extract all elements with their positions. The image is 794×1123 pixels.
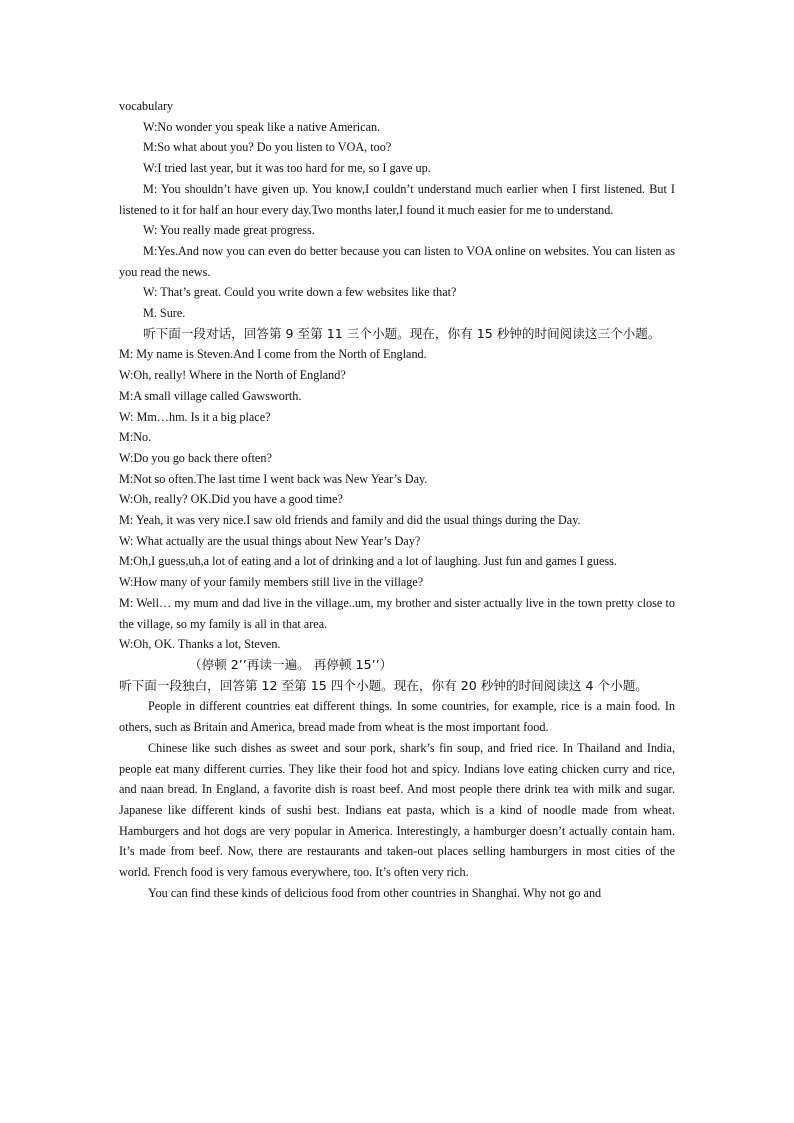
dialogue-line: M:So what about you? Do you listen to VOA, too? (143, 140, 392, 155)
dialogue-line: W:Oh, OK. Thanks a lot, Steven. (119, 637, 281, 652)
monologue-paragraph: You can find these kinds of delicious food from other countries in Shanghai. Why not go and (148, 885, 602, 900)
instruction-line: 听下面一段独白，回答第 12 至第 15 四个小题。现在，你有 20 秒钟的时间阅读这 4 个小题。 (119, 677, 648, 693)
dialogue-line: W: Mm…hm. Is it a big place? (119, 409, 271, 424)
dialogue-line: M:Yes.And now you can even do better because you can listen to VOA online on websites. You can listen as you read the news. (119, 243, 675, 279)
instruction-line: 听下面一段对话，回答第 9 至第 11 三个小题。现在，你有 15 秒钟的时间阅读这三个小题。 (143, 325, 661, 341)
monologue-paragraph: People in different countries eat different things. In some countries, for example, rice is a main food. In others, such as Britain and America, bread made from wheat is the most important food. (119, 699, 675, 735)
dialogue-line: W:How many of your family members still live in the village? (119, 575, 424, 590)
dialogue-line: M: Well… my mum and dad live in the village..um, my brother and sister actually live in the town pretty close to the village, so my family is all in that area. (119, 595, 675, 631)
dialogue-line: M:Oh,I guess,uh,a lot of eating and a lot of drinking and a lot of laughing. Just fun and games I guess. (119, 554, 617, 569)
dialogue-line: W: That’s great. Could you write down a few websites like that? (143, 285, 457, 300)
dialogue-line: M:A small village called Gawsworth. (119, 388, 302, 403)
pause-note: （停顿 2’’再读一遍。 再停顿 15’’） (189, 656, 393, 672)
dialogue-line: W:Oh, really? OK.Did you have a good time? (119, 492, 343, 507)
dialogue-line: W:No wonder you speak like a native American. (143, 119, 381, 134)
dialogue-line: W:Do you go back there often? (119, 450, 272, 465)
dialogue-line: M: You shouldn’t have given up. You know,I couldn’t understand much earlier when I first listened. But I listened to it for half an hour every day.Two months later,I found it much easier for me to understand. (119, 181, 675, 217)
dialogue-line: M: Yeah, it was very nice.I saw old friends and family and did the usual things during the Day. (119, 513, 581, 528)
dialogue-line: M. Sure. (143, 306, 186, 321)
dialogue-line: M: My name is Steven.And I come from the North of England. (119, 347, 427, 362)
dialogue-line: W:I tried last year, but it was too hard for me, so I gave up. (143, 161, 431, 176)
monologue-paragraph: Chinese like such dishes as sweet and sour pork, shark’s fin soup, and fried rice. In Thailand and India, people eat many different curries. They like their food hot and spicy. Indians love eating chicken curry and rice, and naan bread. In England, a favorite dish is roast beef. And most people there drink tea with milk and sugar. Japanese like different kinds of sushi best. Indians eat pasta, which is a kind of noodle made from wheat. Hamburgers and hot dogs are very popular in America. Interestingly, a hamburger doesn’t actually contain ham. It’s made from beef. Now, there are restaurants and taken-out places selling hamburgers in most cities of the world. French food is very famous everywhere, too. It’s often very rich. (119, 740, 675, 880)
dialogue-line: W: What actually are the usual things about New Year’s Day? (119, 533, 421, 548)
dialogue-line: W: You really made great progress. (143, 223, 315, 238)
text-line: vocabulary (119, 99, 174, 113)
document-body (119, 96, 675, 903)
dialogue-line: W:Oh, really! Where in the North of England? (119, 368, 346, 383)
dialogue-line: M:Not so often.The last time I went back was New Year’s Day. (119, 471, 428, 486)
dialogue-line: M:No. (119, 430, 152, 445)
